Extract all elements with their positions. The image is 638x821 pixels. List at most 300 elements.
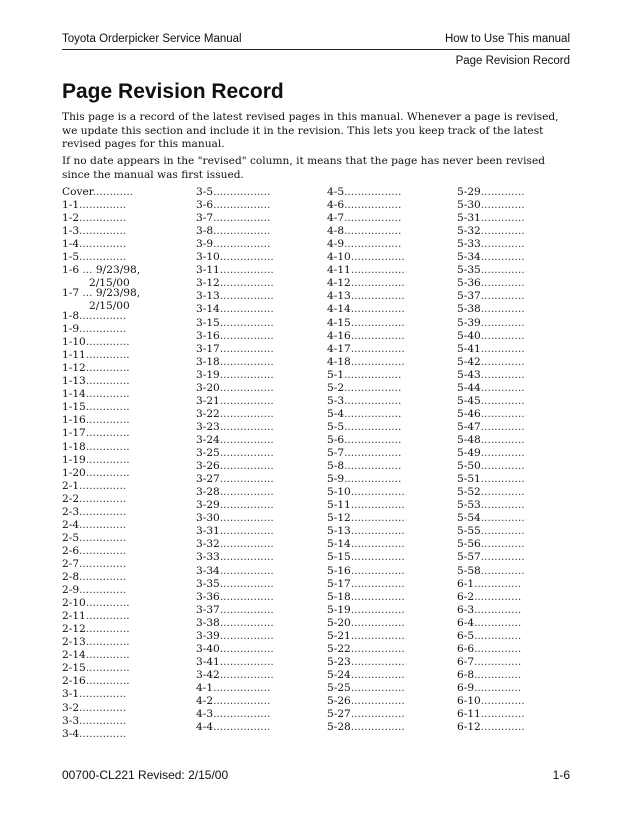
page-label: 6-2	[457, 590, 475, 603]
revision-entry	[62, 558, 126, 571]
dot-leader: ................	[350, 708, 405, 720]
page-label: 4-14	[327, 303, 351, 316]
dot-leader: ................	[219, 381, 274, 394]
page-label: 5-17	[327, 577, 351, 590]
dot-leader: .............	[85, 649, 130, 662]
dot-leader: .................	[344, 186, 402, 198]
page-label: 5-54	[457, 512, 481, 525]
dot-leader: ..............	[474, 629, 522, 642]
page-label: 3-19	[196, 368, 220, 381]
page-label: 4-7	[327, 212, 345, 225]
dot-leader: .................	[213, 186, 271, 198]
revision-entry	[62, 584, 126, 597]
page-label: 3-14	[196, 303, 220, 316]
page-label: 5-5	[327, 420, 345, 433]
dot-leader: .............	[480, 342, 525, 355]
page-label: 5-27	[327, 708, 351, 720]
page-label: 3-1	[62, 688, 80, 701]
page-label: 4-15	[327, 316, 351, 329]
page-label: 5-47	[457, 420, 481, 433]
revision-entry	[457, 330, 525, 343]
page-label: 3-13	[196, 290, 220, 303]
page-label: 3-2	[62, 701, 80, 714]
revision-entry	[196, 630, 274, 643]
page-label: 2-3	[62, 505, 80, 518]
page-label: 6-3	[457, 603, 475, 616]
dot-leader: .................	[213, 238, 271, 251]
revision-entry	[196, 682, 270, 695]
dot-leader: .............	[480, 303, 525, 316]
revision-entry	[457, 460, 525, 473]
page-label: 5-50	[457, 460, 481, 473]
dot-leader: ................	[350, 538, 405, 551]
page-label: 5-36	[457, 277, 481, 290]
page-label: 3-32	[196, 538, 220, 551]
dot-leader: ..............	[474, 590, 522, 603]
revision-entry	[196, 434, 274, 447]
revision-entry	[327, 290, 405, 303]
page-label: 6-8	[457, 668, 475, 681]
page-label: 5-23	[327, 655, 351, 668]
dot-leader: ..............	[79, 544, 127, 557]
revision-entry	[196, 369, 274, 382]
page-label: 1-3	[62, 225, 80, 238]
dot-leader: ................	[350, 290, 405, 303]
dot-leader: .............	[85, 636, 130, 649]
dot-leader: .................	[344, 394, 402, 407]
revision-entry	[62, 623, 130, 636]
dot-leader: .............	[85, 362, 130, 375]
revision-entry	[327, 421, 401, 434]
revision-entry	[196, 578, 274, 591]
dot-leader: ..............	[474, 655, 522, 668]
revision-entry	[62, 571, 126, 584]
revision-entry	[62, 388, 130, 401]
revision-entry	[457, 525, 525, 538]
page-label: 4-17	[327, 342, 351, 355]
dot-leader: ................	[219, 251, 274, 264]
page-label: 3-37	[196, 603, 220, 616]
revision-entry	[327, 330, 405, 343]
page-label: 5-4	[327, 407, 345, 420]
revision-date: 2/15/00	[88, 300, 130, 313]
page-label: 3-39	[196, 629, 220, 642]
revision-entry	[327, 565, 405, 578]
intro-paragraph: This page is a record of the latest revised pages in this manual. Whenever a page is revised, we update this section and include it in the revision. This lets you keep track of the latest revised pages for this manual.	[62, 111, 559, 151]
revision-entry	[457, 382, 525, 395]
revision-entry	[457, 721, 525, 734]
revision-entry	[327, 604, 405, 617]
page-label: 3-4	[62, 727, 80, 740]
page-label: 5-26	[327, 695, 351, 707]
revision-entry	[327, 277, 405, 290]
page-label: 3-31	[196, 525, 220, 538]
page-label: 2-16	[62, 675, 86, 688]
page-label: 5-57	[457, 551, 481, 564]
page-label: 5-35	[457, 264, 481, 277]
page-label: 5-22	[327, 642, 351, 655]
dot-leader: .............	[480, 316, 525, 329]
revision-entry	[196, 565, 274, 578]
dot-leader: .................	[213, 695, 271, 707]
revision-entry	[196, 591, 274, 604]
page-label: 3-38	[196, 616, 220, 629]
dot-leader: ................	[219, 473, 274, 486]
page-label: 2-9	[62, 584, 80, 596]
dot-leader: .............	[85, 675, 130, 688]
page-number: 1-6	[552, 768, 570, 782]
dot-leader: ................	[219, 394, 274, 407]
page-label: 4-13	[327, 290, 351, 303]
dot-leader: ..............	[79, 584, 127, 596]
page-label: 1-6	[62, 264, 80, 277]
document-revision: 00700-CL221 Revised: 2/15/00	[62, 768, 229, 782]
dot-leader: .............	[480, 434, 525, 446]
dot-leader: ................	[219, 512, 274, 525]
dot-leader: .............	[480, 251, 525, 264]
dot-leader: .............	[480, 551, 525, 564]
page-label: 3-21	[196, 394, 220, 407]
page-label: 3-40	[196, 642, 220, 655]
page-label: 5-46	[457, 407, 481, 420]
page-label: 5-55	[457, 525, 481, 538]
revision-entry	[62, 480, 126, 493]
dot-leader: ..............	[79, 199, 127, 212]
revision-entry	[196, 617, 274, 630]
revision-entry	[457, 408, 525, 421]
page-label: 5-7	[327, 447, 345, 459]
dot-leader: .............	[480, 721, 525, 734]
revision-entry	[327, 643, 405, 656]
page-label: 3-25	[196, 447, 220, 459]
page-label: 5-2	[327, 381, 345, 394]
dot-leader: .............	[85, 427, 130, 440]
manual-title: Toyota Orderpicker Service Manual	[62, 33, 242, 45]
revision-entry	[457, 643, 521, 656]
revision-entry	[62, 427, 130, 440]
dot-leader: ................	[350, 525, 405, 538]
dot-leader: .............	[85, 401, 130, 414]
revision-entry	[327, 225, 401, 238]
revision-entry	[457, 421, 525, 434]
revision-entry	[62, 702, 126, 715]
revision-entry	[457, 251, 525, 264]
revision-entry	[457, 656, 521, 669]
revision-entry	[327, 186, 401, 199]
dot-leader: .............	[85, 623, 130, 636]
revision-entry	[196, 330, 274, 343]
revision-entry	[62, 454, 130, 467]
page-footer	[62, 768, 570, 782]
revision-entry	[62, 251, 126, 264]
revision-entry	[62, 649, 130, 662]
page-label: 4-9	[327, 238, 345, 251]
dot-leader: ................	[219, 668, 274, 681]
page-label: 3-34	[196, 564, 220, 577]
page-label: 3-24	[196, 434, 220, 446]
dot-leader: ..............	[474, 668, 522, 681]
page-label: 3-11	[196, 264, 220, 277]
dot-leader: .............	[85, 375, 130, 388]
page-label: 1-5	[62, 251, 80, 264]
revision-entry	[457, 682, 521, 695]
revision-entry	[196, 604, 274, 617]
page-label: 5-3	[327, 394, 345, 407]
revision-entry	[196, 303, 274, 316]
dot-leader: ................	[350, 616, 405, 629]
revision-entry	[196, 460, 274, 473]
revision-entry	[62, 186, 133, 199]
revision-entry	[62, 199, 126, 212]
dot-leader: ................	[219, 564, 274, 577]
page-label: 1-17	[62, 427, 86, 440]
revision-date: 9/23/98,	[95, 287, 141, 300]
page-label: 5-37	[457, 290, 481, 303]
page-label: 5-29	[457, 186, 481, 198]
page-label: 3-22	[196, 407, 220, 420]
revision-entry	[62, 506, 126, 519]
revision-entry	[457, 499, 525, 512]
dot-leader: ................	[219, 407, 274, 420]
dot-leader: ................	[219, 420, 274, 433]
page-label: 5-49	[457, 447, 481, 459]
revision-entry	[196, 408, 274, 421]
dot-leader: ................	[219, 551, 274, 564]
page-label: 5-42	[457, 355, 481, 368]
page-label: 3-36	[196, 590, 220, 603]
dot-leader: ................	[350, 342, 405, 355]
dot-leader: .............	[480, 708, 525, 720]
page-label: 5-38	[457, 303, 481, 316]
page-label: 6-6	[457, 642, 475, 655]
revision-entry	[457, 695, 525, 708]
dot-leader: ..............	[79, 714, 127, 727]
page-label: 5-39	[457, 316, 481, 329]
dot-leader: ................	[219, 642, 274, 655]
page-label: 5-41	[457, 342, 481, 355]
revision-entry	[196, 395, 274, 408]
dot-leader: ................	[219, 316, 274, 329]
dot-leader: ..............	[79, 310, 127, 322]
page-label: 3-26	[196, 460, 220, 473]
revision-entry	[62, 467, 130, 480]
revision-entry	[457, 551, 525, 564]
dot-leader: .............	[480, 199, 525, 212]
revision-entry	[327, 617, 405, 630]
page-label: 5-32	[457, 225, 481, 238]
revision-entry	[196, 317, 274, 330]
revision-entry	[457, 591, 521, 604]
dot-leader: ................	[350, 564, 405, 577]
dot-leader: .................	[344, 212, 402, 225]
dot-leader: ................	[350, 721, 405, 734]
page-label: 1-13	[62, 375, 86, 388]
page-label: 1-19	[62, 453, 86, 466]
header-subsection: Page Revision Record	[455, 55, 570, 67]
page-label: 5-28	[327, 721, 351, 734]
page-label: 3-10	[196, 251, 220, 264]
revision-entry	[457, 225, 525, 238]
page-label: 1-12	[62, 362, 86, 375]
section-title: How to Use This manual	[444, 33, 570, 45]
dot-leader: ..............	[79, 727, 127, 740]
revision-entry	[327, 212, 401, 225]
page-label: 2-4	[62, 518, 80, 531]
dot-leader: ................	[219, 603, 274, 616]
dot-leader: ................	[350, 642, 405, 655]
revision-entry	[327, 369, 401, 382]
revision-entry	[196, 251, 274, 264]
dot-leader: ................	[350, 681, 405, 694]
header-rule	[62, 49, 570, 50]
revision-entry	[327, 656, 405, 669]
page-label: 5-21	[327, 629, 351, 642]
page-label: 3-29	[196, 499, 220, 512]
revision-entry	[62, 323, 126, 336]
dot-leader: .................	[213, 721, 271, 734]
dot-leader: .............	[480, 420, 525, 433]
dot-leader: ................	[350, 355, 405, 368]
page-label: 1-15	[62, 401, 86, 414]
revision-entry	[327, 682, 405, 695]
dot-leader: .............	[480, 512, 525, 525]
page-label: 2-8	[62, 571, 80, 583]
page-label: 5-31	[457, 212, 481, 225]
dot-leader: ................	[219, 447, 274, 459]
page-label: 4-12	[327, 277, 351, 290]
dot-leader: .................	[344, 473, 402, 486]
revision-entry	[327, 473, 401, 486]
dot-leader: .................	[213, 212, 271, 225]
dot-leader: ................	[350, 251, 405, 264]
dot-leader: .............	[85, 597, 130, 610]
revision-entry	[196, 499, 274, 512]
revision-entry	[62, 597, 130, 610]
dot-leader: .............	[480, 381, 525, 394]
dot-leader: ................	[219, 329, 274, 342]
dot-leader: .............	[480, 460, 525, 473]
revision-entry	[327, 382, 401, 395]
page-label: 3-15	[196, 316, 220, 329]
dot-leader: ..............	[79, 323, 127, 335]
page-label: 6-9	[457, 681, 475, 694]
dot-leader: .............	[85, 466, 130, 479]
page-label: 5-9	[327, 473, 345, 486]
dot-leader: ..............	[79, 557, 127, 570]
page-label: 6-11	[457, 708, 481, 720]
revision-entry	[196, 708, 270, 721]
dot-leader: .................	[344, 420, 402, 433]
revision-entry	[196, 486, 274, 499]
revision-entry	[327, 708, 405, 721]
dot-leader: ................	[219, 538, 274, 551]
revision-entry	[457, 303, 525, 316]
revision-entry	[327, 395, 401, 408]
dot-leader: .................	[213, 681, 271, 694]
revision-entry	[62, 610, 130, 623]
page-label: 3-28	[196, 486, 220, 499]
revision-entry	[457, 604, 521, 617]
page-label: 5-52	[457, 486, 481, 499]
revision-entry	[327, 630, 405, 643]
page-label: 3-16	[196, 329, 220, 342]
revision-entry	[327, 591, 405, 604]
revision-entry	[327, 264, 405, 277]
page-label: 2-14	[62, 649, 86, 662]
page-label: 3-12	[196, 277, 220, 290]
page-label: 3-6	[196, 199, 214, 212]
revision-entry	[62, 336, 130, 349]
revision-entry	[457, 277, 525, 290]
page-label: 2-2	[62, 492, 80, 505]
dot-leader: .................	[344, 407, 402, 420]
dot-leader: .............	[480, 564, 525, 577]
revision-entry	[457, 290, 525, 303]
revision-entry	[457, 199, 525, 212]
dot-leader: ................	[219, 460, 274, 473]
page-label: 5-40	[457, 329, 481, 342]
page-label: 5-1	[327, 368, 345, 381]
dot-leader: ..............	[79, 505, 127, 518]
page-label: 5-48	[457, 434, 481, 446]
revision-entry	[196, 512, 274, 525]
page-label: 5-16	[327, 564, 351, 577]
revision-entry	[457, 565, 525, 578]
revision-entry	[196, 343, 274, 356]
page-label: 5-10	[327, 486, 351, 499]
page-label: 4-16	[327, 329, 351, 342]
dot-leader: ............	[92, 186, 134, 198]
dot-leader: .............	[480, 394, 525, 407]
revision-entry	[62, 441, 130, 454]
dot-leader: ................	[350, 512, 405, 525]
revision-entry	[457, 343, 525, 356]
page-label: 5-15	[327, 551, 351, 564]
revision-entry	[457, 395, 525, 408]
page-label: 5-56	[457, 538, 481, 551]
dot-leader: .............	[480, 525, 525, 538]
page-label: 1-20	[62, 466, 86, 479]
revision-entry	[457, 447, 525, 460]
dot-leader: ................	[350, 499, 405, 512]
page-label: 1-1	[62, 199, 80, 212]
header-row	[62, 33, 570, 45]
revision-entry	[196, 551, 274, 564]
dot-leader: .............	[480, 473, 525, 486]
dot-leader: .................	[344, 368, 402, 381]
dot-leader: .............	[85, 388, 130, 401]
page-label: 5-44	[457, 381, 481, 394]
revision-entry	[196, 199, 270, 212]
page-title: Page Revision Record	[62, 80, 284, 103]
page-label: 5-12	[327, 512, 351, 525]
revision-entry	[457, 434, 525, 447]
dot-leader: ................	[350, 303, 405, 316]
dot-leader: ................	[350, 590, 405, 603]
page-label: 2-6	[62, 544, 80, 557]
dot-leader: ................	[350, 629, 405, 642]
page-label: 3-9	[196, 238, 214, 251]
dot-leader: ................	[219, 655, 274, 668]
dot-leader: .............	[480, 538, 525, 551]
dot-leader: ...	[79, 264, 96, 277]
revision-entry	[327, 434, 401, 447]
dot-leader: .................	[213, 225, 271, 238]
page-label: 5-24	[327, 668, 351, 681]
dot-leader: ..............	[79, 688, 127, 701]
dot-leader: .............	[480, 212, 525, 225]
revision-entry	[62, 414, 130, 427]
